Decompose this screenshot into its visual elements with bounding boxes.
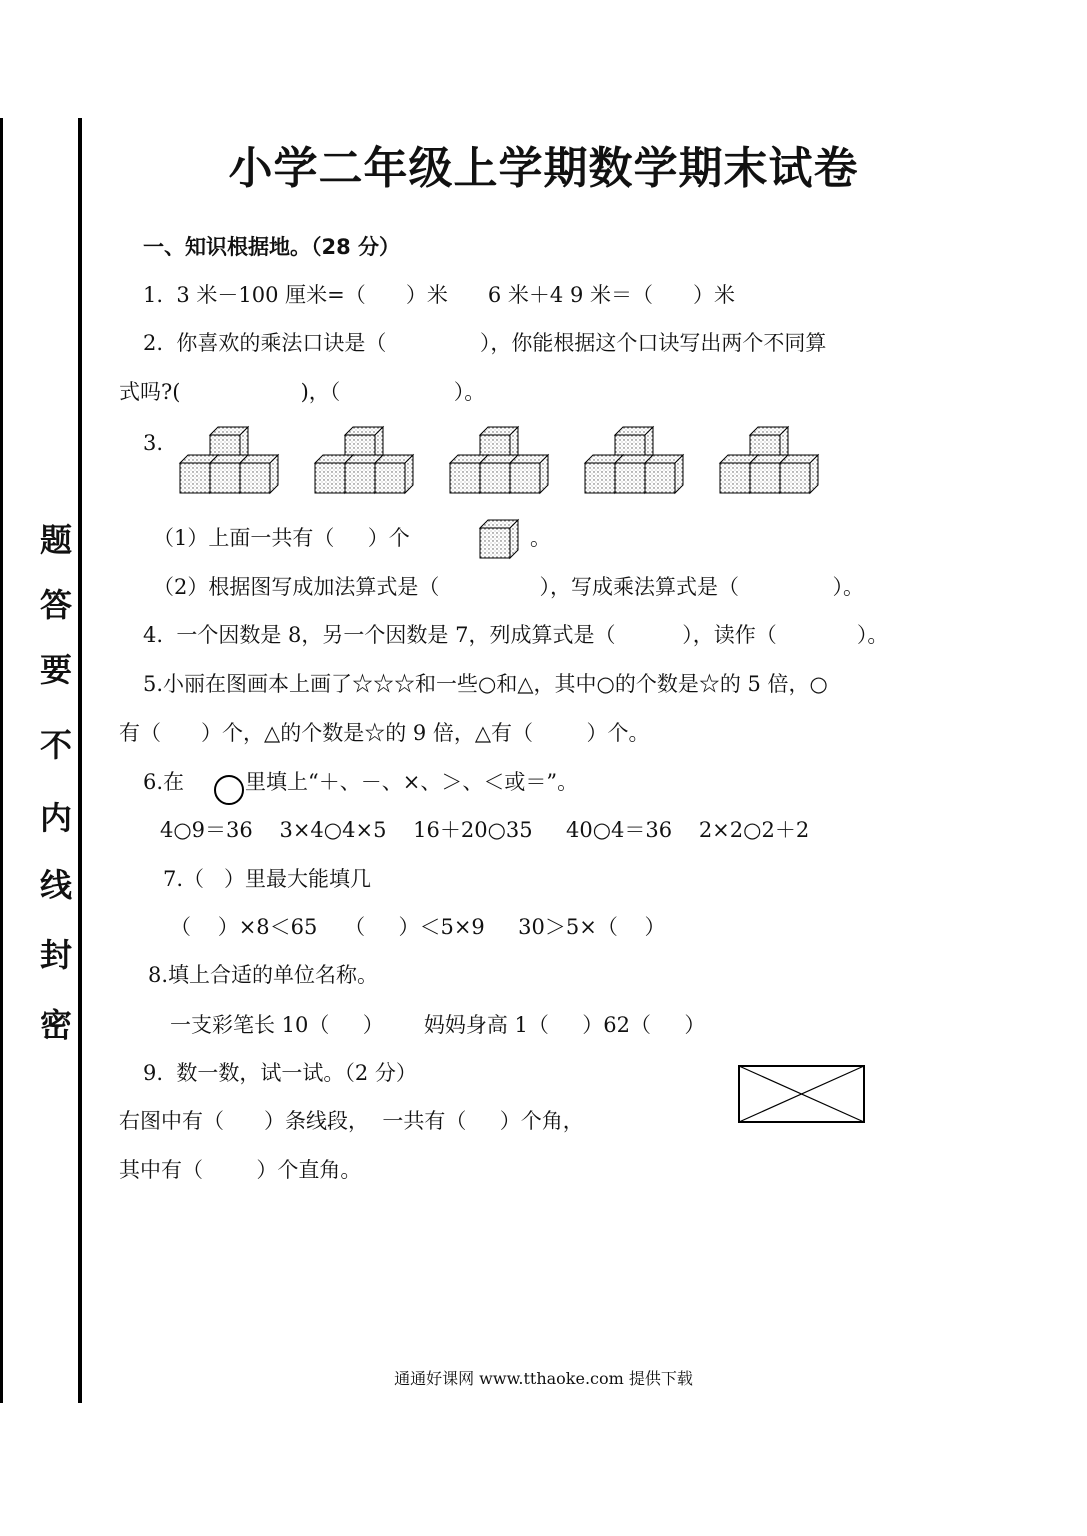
rectangle-diagonals-figure <box>738 1065 868 1127</box>
seal-char: 线 <box>39 866 72 904</box>
cube-stack-4 <box>585 427 683 493</box>
footer-credit: 通通好课网 www.tthaoke.com 提供下载 <box>394 1369 693 1388</box>
question-9-line1: 右图中有（ ）条线段， 一共有（ ）个角， <box>119 1109 584 1133</box>
question-1: 1. 3 米－100 厘米=（ ）米 6 米＋4 9 米＝（ ）米 <box>143 283 736 307</box>
question-8-heading: 8.填上合适的单位名称。 <box>148 963 379 987</box>
question-6-prefix: 6.在 <box>143 770 185 794</box>
question-6-items: 4○9＝36 3×4○4×5 16＋20○35 40○4＝36 2×2○2＋2 <box>160 818 810 842</box>
question-7-heading: 7.（ ）里最大能填几 <box>163 867 372 891</box>
question-2-line1: 2. 你喜欢的乘法口诀是（ ），你能根据这个口诀写出两个不同算 <box>143 331 827 355</box>
question-7-items: （ ）×8＜65 （ ）＜5×9 30＞5×（ ） <box>170 915 666 939</box>
question-3-number: 3. <box>143 431 164 455</box>
cube-stacks-figure <box>180 425 820 505</box>
seal-char: 不 <box>39 726 72 764</box>
seal-char: 封 <box>39 936 72 974</box>
page-title: 小学二年级上学期数学期末试卷 <box>228 143 859 194</box>
question-8-items: 一支彩笔长 10（ ） 妈妈身高 1（ ）62（ ） <box>170 1013 706 1037</box>
question-9-heading: 9. 数一数，试一试。（2 分） <box>143 1061 417 1085</box>
circle-icon <box>214 775 244 805</box>
cube-stack-3 <box>450 427 548 493</box>
question-3-sub1: （1）上面一共有（ ）个 <box>153 526 410 550</box>
binding-line-inner <box>78 118 82 1403</box>
question-2-line2: 式吗?( )，（ ）。 <box>119 380 486 404</box>
question-4: 4. 一个因数是 8，另一个因数是 7，列成算式是（ ），读作（ ）。 <box>143 623 889 647</box>
question-9-line2: 其中有（ ）个直角。 <box>119 1158 362 1182</box>
seal-char: 要 <box>39 651 72 689</box>
seal-char: 题 <box>39 521 72 559</box>
cube-stack-1 <box>180 427 278 493</box>
section-heading: 一、知识根据地。（28 分） <box>143 235 401 259</box>
seal-char: 密 <box>39 1006 72 1044</box>
seal-char: 答 <box>39 586 72 624</box>
cube-stack-5 <box>720 427 818 493</box>
seal-char: 内 <box>39 799 72 837</box>
question-3-sub2: （2）根据图写成加法算式是（ ），写成乘法算式是（ ）。 <box>153 575 864 599</box>
question-5-line2: 有（ ）个，△的个数是☆的 9 倍，△有（ ）个。 <box>119 721 650 745</box>
question-5-line1: 5.小丽在图画本上画了☆☆☆和一些○和△，其中○的个数是☆的 5 倍，○ <box>143 672 828 696</box>
cube-icon <box>480 520 520 560</box>
cube-stack-2 <box>315 427 413 493</box>
binding-line-outer <box>0 118 3 1403</box>
question-6-suffix: 里填上“＋、－、×、＞、＜或＝”。 <box>245 770 579 794</box>
question-3-sub1-end: 。 <box>530 526 551 550</box>
